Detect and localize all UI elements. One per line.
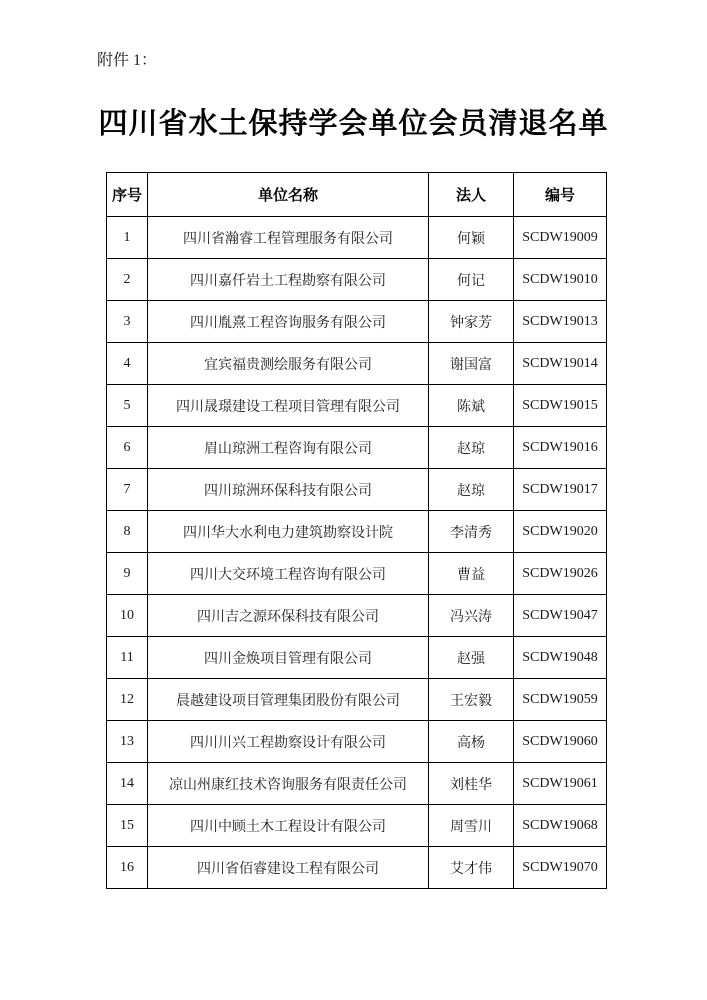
cell-unit-name: 四川川兴工程勘察设计有限公司 bbox=[148, 721, 429, 763]
cell-code: SCDW19020 bbox=[514, 511, 607, 553]
cell-code: SCDW19013 bbox=[514, 301, 607, 343]
cell-unit-name: 眉山琼洲工程咨询有限公司 bbox=[148, 427, 429, 469]
cell-unit-name: 四川吉之源环保科技有限公司 bbox=[148, 595, 429, 637]
cell-legal-person: 王宏毅 bbox=[429, 679, 514, 721]
table-row bbox=[107, 679, 607, 721]
cell-unit-name: 宜宾福贵测绘服务有限公司 bbox=[148, 343, 429, 385]
cell-code: SCDW19015 bbox=[514, 385, 607, 427]
cell-legal-person: 何记 bbox=[429, 259, 514, 301]
cell-serial-number: 8 bbox=[107, 511, 148, 553]
cell-code: SCDW19010 bbox=[514, 259, 607, 301]
cell-legal-person: 钟家芳 bbox=[429, 301, 514, 343]
cell-code: SCDW19070 bbox=[514, 847, 607, 889]
cell-serial-number: 2 bbox=[107, 259, 148, 301]
cell-unit-name: 四川省佰睿建设工程有限公司 bbox=[148, 847, 429, 889]
cell-legal-person: 谢国富 bbox=[429, 343, 514, 385]
cell-legal-person: 赵琼 bbox=[429, 427, 514, 469]
cell-code: SCDW19026 bbox=[514, 553, 607, 595]
cell-legal-person: 冯兴涛 bbox=[429, 595, 514, 637]
cell-unit-name: 四川省瀚睿工程管理服务有限公司 bbox=[148, 217, 429, 259]
cell-serial-number: 1 bbox=[107, 217, 148, 259]
cell-serial-number: 6 bbox=[107, 427, 148, 469]
cell-unit-name: 凉山州康红技术咨询服务有限责任公司 bbox=[148, 763, 429, 805]
cell-unit-name: 四川华大水利电力建筑勘察设计院 bbox=[148, 511, 429, 553]
col-header-code: 编号 bbox=[514, 173, 607, 217]
cell-unit-name: 晨越建设项目管理集团股份有限公司 bbox=[148, 679, 429, 721]
cell-legal-person: 赵琼 bbox=[429, 469, 514, 511]
table-row bbox=[107, 511, 607, 553]
table-row bbox=[107, 469, 607, 511]
cell-code: SCDW19014 bbox=[514, 343, 607, 385]
cell-unit-name: 四川晟璟建设工程项目管理有限公司 bbox=[148, 385, 429, 427]
cell-unit-name: 四川大交环境工程咨询有限公司 bbox=[148, 553, 429, 595]
cell-unit-name: 四川琼洲环保科技有限公司 bbox=[148, 469, 429, 511]
table-body bbox=[107, 217, 607, 889]
cell-legal-person: 李清秀 bbox=[429, 511, 514, 553]
table-row bbox=[107, 301, 607, 343]
col-header-serial-number: 序号 bbox=[107, 173, 148, 217]
cell-serial-number: 3 bbox=[107, 301, 148, 343]
cell-legal-person: 何颖 bbox=[429, 217, 514, 259]
cell-legal-person: 曹益 bbox=[429, 553, 514, 595]
col-header-legal-person: 法人 bbox=[429, 173, 514, 217]
cell-legal-person: 高杨 bbox=[429, 721, 514, 763]
cell-unit-name: 四川金焕项目管理有限公司 bbox=[148, 637, 429, 679]
cell-code: SCDW19009 bbox=[514, 217, 607, 259]
cell-code: SCDW19060 bbox=[514, 721, 607, 763]
cell-serial-number: 7 bbox=[107, 469, 148, 511]
cell-serial-number: 13 bbox=[107, 721, 148, 763]
table-row bbox=[107, 721, 607, 763]
table-row bbox=[107, 385, 607, 427]
cell-serial-number: 5 bbox=[107, 385, 148, 427]
cell-serial-number: 14 bbox=[107, 763, 148, 805]
table-row bbox=[107, 259, 607, 301]
cell-serial-number: 15 bbox=[107, 805, 148, 847]
cell-serial-number: 16 bbox=[107, 847, 148, 889]
table-row bbox=[107, 343, 607, 385]
cell-code: SCDW19016 bbox=[514, 427, 607, 469]
table-row bbox=[107, 427, 607, 469]
table-row bbox=[107, 763, 607, 805]
cell-serial-number: 10 bbox=[107, 595, 148, 637]
cell-code: SCDW19047 bbox=[514, 595, 607, 637]
cell-code: SCDW19059 bbox=[514, 679, 607, 721]
table-header bbox=[107, 173, 607, 217]
table-row bbox=[107, 553, 607, 595]
cell-code: SCDW19061 bbox=[514, 763, 607, 805]
col-header-unit-name: 单位名称 bbox=[148, 173, 429, 217]
cell-serial-number: 12 bbox=[107, 679, 148, 721]
cell-code: SCDW19017 bbox=[514, 469, 607, 511]
cell-legal-person: 周雪川 bbox=[429, 805, 514, 847]
cell-legal-person: 刘桂华 bbox=[429, 763, 514, 805]
cell-legal-person: 艾才伟 bbox=[429, 847, 514, 889]
cell-unit-name: 四川嘉仟岩土工程勘察有限公司 bbox=[148, 259, 429, 301]
page-title: 四川省水土保持学会单位会员清退名单 bbox=[98, 108, 609, 140]
cell-serial-number: 9 bbox=[107, 553, 148, 595]
table-row bbox=[107, 217, 607, 259]
table-row bbox=[107, 805, 607, 847]
cell-legal-person: 陈斌 bbox=[429, 385, 514, 427]
member-removal-table bbox=[106, 172, 607, 889]
cell-code: SCDW19068 bbox=[514, 805, 607, 847]
header-row bbox=[107, 173, 607, 217]
cell-unit-name: 四川胤熹工程咨询服务有限公司 bbox=[148, 301, 429, 343]
cell-serial-number: 4 bbox=[107, 343, 148, 385]
table-row bbox=[107, 637, 607, 679]
cell-legal-person: 赵强 bbox=[429, 637, 514, 679]
cell-unit-name: 四川中顾土木工程设计有限公司 bbox=[148, 805, 429, 847]
attachment-label: 附件 1： bbox=[97, 52, 158, 69]
table-row bbox=[107, 847, 607, 889]
table-row bbox=[107, 595, 607, 637]
cell-serial-number: 11 bbox=[107, 637, 148, 679]
cell-code: SCDW19048 bbox=[514, 637, 607, 679]
